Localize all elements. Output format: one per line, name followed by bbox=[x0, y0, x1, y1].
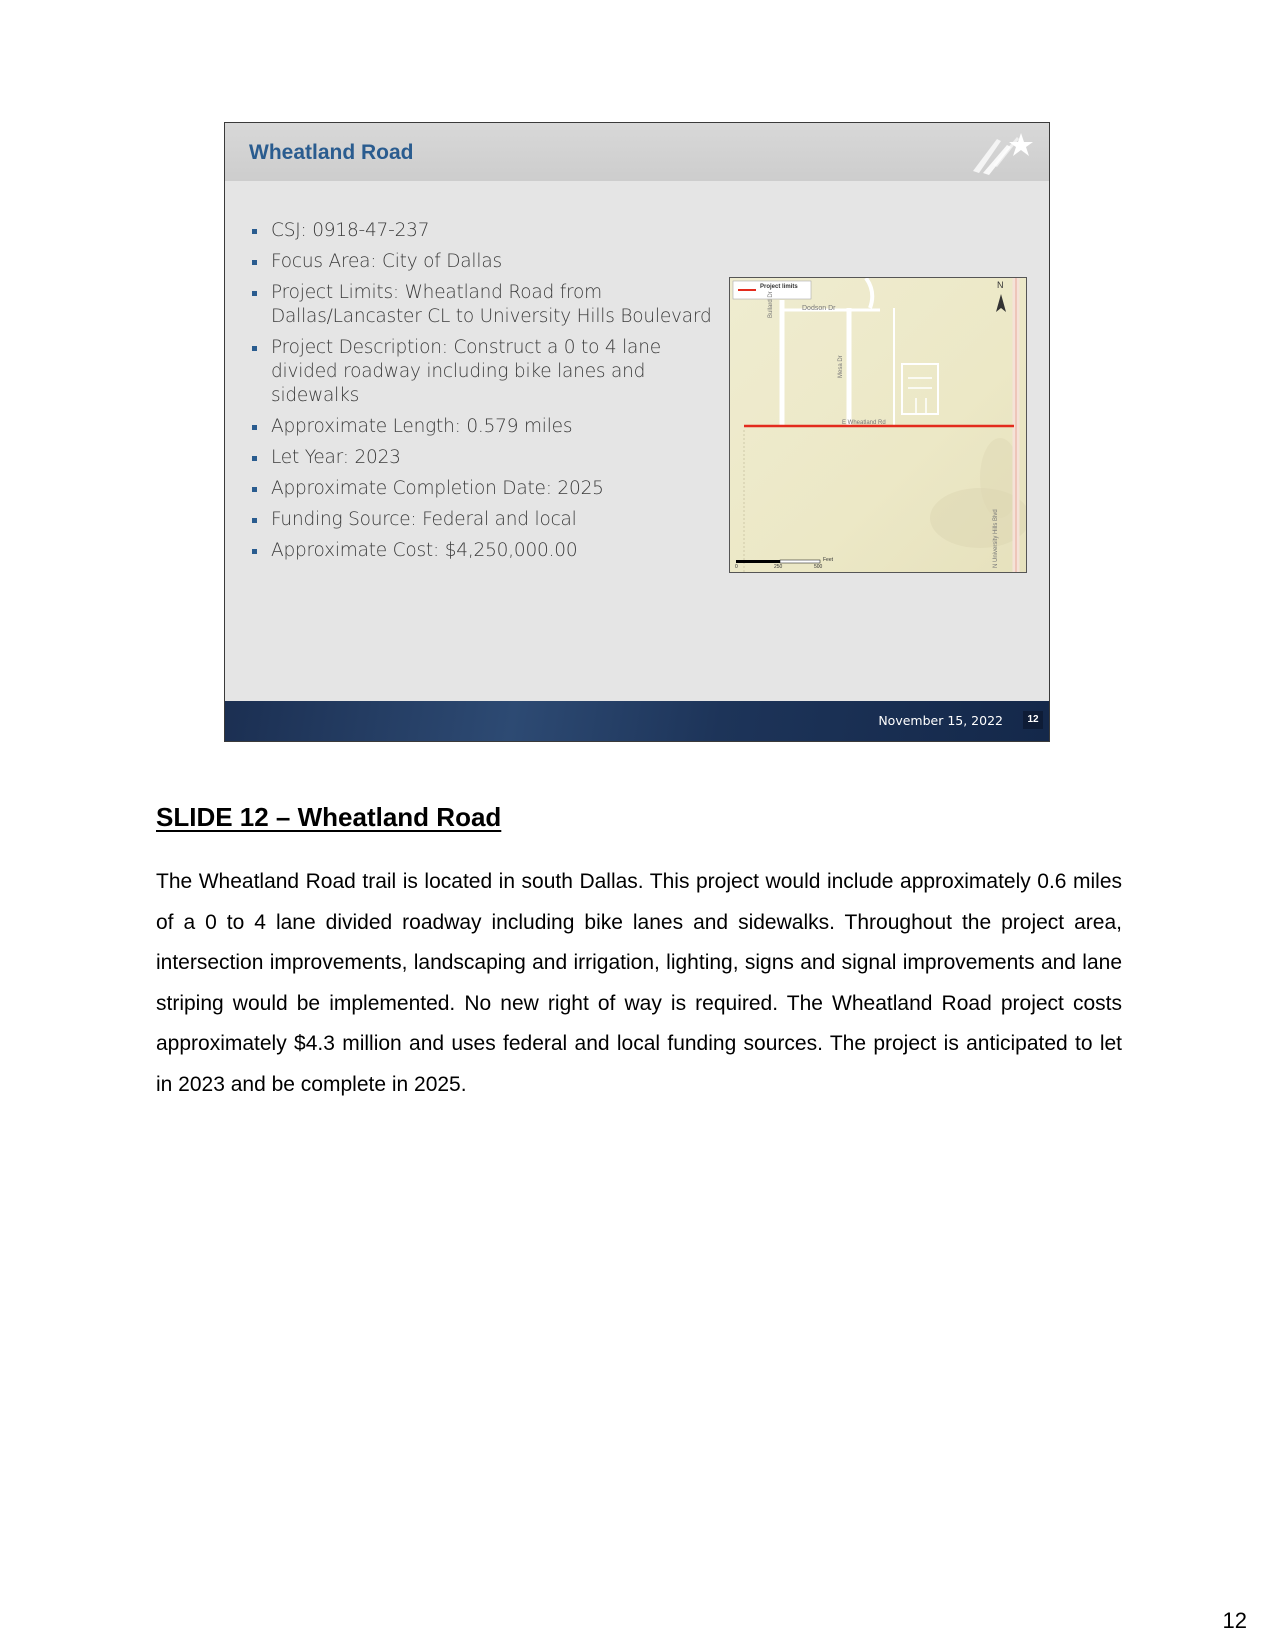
project-map bbox=[729, 277, 1027, 573]
slide-footer bbox=[225, 701, 1049, 741]
bullet-csj: CSJ: 0918-47-237 bbox=[249, 219, 719, 243]
map-legend-label: Project limits bbox=[760, 284, 798, 290]
bullet-cost: Approximate Cost: $4,250,000.00 bbox=[249, 539, 719, 563]
map-north-label: N bbox=[997, 280, 1004, 290]
bullet-project-description: Project Description: Construct a 0 to 4 lane divided roadway including bike lanes and sidewalks bbox=[249, 336, 719, 408]
bullet-funding-source: Funding Source: Federal and local bbox=[249, 508, 719, 532]
bullet-project-limits: Project Limits: Wheatland Road from Dallas/Lancaster CL to University Hills Boulevard bbox=[249, 281, 719, 329]
bullet-let-year: Let Year: 2023 bbox=[249, 446, 719, 470]
star-logo-icon bbox=[967, 131, 1037, 175]
slide-number: 12 bbox=[1023, 711, 1043, 729]
notes-paragraph: The Wheatland Road trail is located in south Dallas. This project would include approximately 0.6 miles of a 0 to 4 lane divided roadway including bike lanes and sidewalks. Throughout the project area, intersection improvements, landscaping and irrigation, lighting, signs and signal improvements and lane striping would be implemented. No new right of way is required. The Wheatland Road project costs approximately $4.3 million and uses federal and local funding sources. The project is anticipated to let in 2023 and be complete in 2025. bbox=[156, 870, 1122, 1096]
slide-title: Wheatland Road bbox=[249, 141, 414, 164]
notes-heading: SLIDE 12 – Wheatland Road bbox=[156, 802, 502, 832]
street-label-wheatland: E Wheatland Rd bbox=[842, 420, 886, 426]
slide-image bbox=[224, 122, 1050, 742]
street-label-bullard: Bullard Dr bbox=[768, 291, 774, 318]
bullet-length: Approximate Length: 0.579 miles bbox=[249, 415, 719, 439]
slide-date: November 15, 2022 bbox=[878, 713, 1003, 728]
street-label-mesa: Mesa Dr bbox=[838, 355, 844, 378]
slide-header bbox=[225, 123, 1049, 181]
scale-label-250: 250 bbox=[774, 564, 783, 570]
street-label-dodson: Dodson Dr bbox=[802, 305, 836, 312]
street-label-university: N University Hills Blvd bbox=[993, 509, 999, 568]
scale-unit-label: Feet bbox=[823, 557, 834, 563]
project-bullet-list bbox=[249, 219, 719, 570]
page-number: 12 bbox=[1222, 1608, 1247, 1633]
bullet-completion-date: Approximate Completion Date: 2025 bbox=[249, 477, 719, 501]
bullet-focus-area: Focus Area: City of Dallas bbox=[249, 250, 719, 274]
scale-label-0: 0 bbox=[735, 564, 738, 570]
slide-body bbox=[225, 181, 1049, 703]
scale-label-500: 500 bbox=[814, 564, 823, 570]
